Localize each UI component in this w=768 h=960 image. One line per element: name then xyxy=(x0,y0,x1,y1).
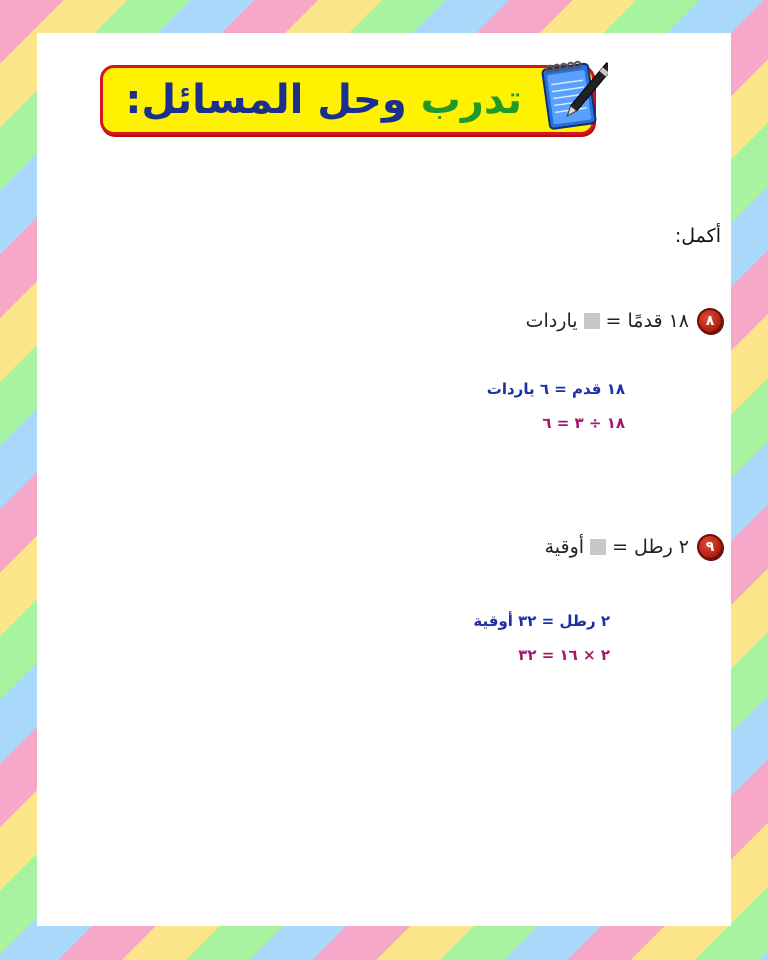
problem-statement xyxy=(526,310,689,332)
title-part-solve-problems: وحل المسائل: xyxy=(125,77,407,123)
page-title xyxy=(125,76,522,124)
answer-line-result: ١٨ قدم = ٦ ياردات xyxy=(486,380,625,398)
problem-statement xyxy=(545,536,689,558)
answer-blank-box xyxy=(590,539,606,555)
problem-unit: ياردات xyxy=(525,310,578,332)
title-banner xyxy=(100,65,595,135)
problem-unit: أوقية xyxy=(544,536,585,558)
title-part-practice: تدرب xyxy=(420,77,522,123)
problem-number-badge: ٩ xyxy=(697,534,723,560)
notepad-pen-icon xyxy=(534,56,608,136)
problem-left-side: ١٨ قدمًا = xyxy=(605,310,689,332)
problem-left-side: ٢ رطل = xyxy=(612,536,689,558)
problem-9 xyxy=(545,531,723,563)
answer-line-calculation: ١٨ ÷ ٣ = ٦ xyxy=(542,414,625,432)
problem-8 xyxy=(526,305,723,337)
answer-line-calculation: ٢ × ١٦ = ٣٢ xyxy=(518,646,610,664)
answer-blank-box xyxy=(584,313,600,329)
answer-line-result: ٢ رطل = ٣٢ أوقية xyxy=(473,612,610,630)
instruction-complete: أكمل: xyxy=(674,225,721,247)
worksheet-page xyxy=(37,33,731,926)
problem-number-badge: ٨ xyxy=(697,308,723,334)
